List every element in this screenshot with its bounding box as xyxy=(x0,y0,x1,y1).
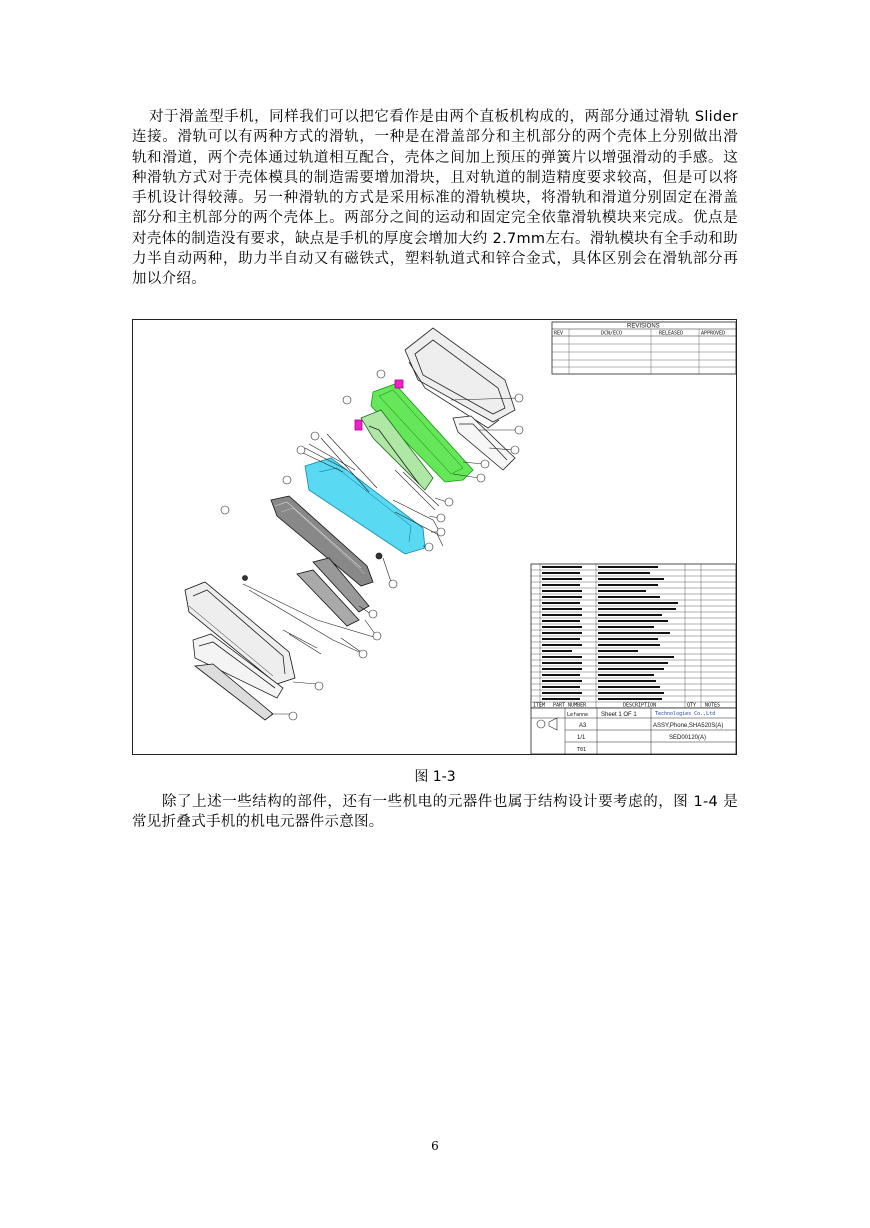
page-number: 6 xyxy=(431,1139,439,1153)
bill-of-materials-table xyxy=(531,564,736,709)
bom-desc-header: DESCRIPTION xyxy=(623,702,657,709)
revision-label: T01 xyxy=(577,747,587,753)
title-block xyxy=(531,708,736,754)
figure-caption: 图 1-3 xyxy=(414,769,456,785)
dcn-header: DCN/ECO xyxy=(601,330,623,337)
released-header: RELEASED xyxy=(659,330,684,337)
drawing-number-label: SED00120(A) xyxy=(669,735,707,741)
material-label: Lefanne xyxy=(567,712,589,718)
revisions-title: REVISIONS xyxy=(627,323,660,330)
body-paragraph-components: 除了上述一些结构的部件，还有一些机电的元器件也属于结构设计要考虑的，图 1-4 是常见折叠式手机的机电元器件示意图。 xyxy=(132,794,738,831)
part-name-label: ASSY,Phone,SHA520S(A) xyxy=(653,723,724,729)
rev-header: REV xyxy=(554,330,564,337)
revisions-table xyxy=(552,322,736,374)
size-label: A3 xyxy=(579,723,587,729)
company-label: Technologies Co.,Ltd xyxy=(655,711,716,717)
exploded-assembly-svg xyxy=(133,320,737,755)
exploded-view-drawing xyxy=(132,319,737,755)
sheet-label: Sheet 1 OF 1 xyxy=(601,712,637,718)
bom-item-header: ITEM xyxy=(533,702,546,709)
approved-header: APPROVED xyxy=(701,330,726,337)
bom-part-header: PART NUMBER xyxy=(553,702,587,709)
parts-group xyxy=(185,328,515,720)
bom-notes-header: NOTES xyxy=(705,702,721,709)
bom-qty-header: QTY xyxy=(687,702,697,709)
scale-label: 1/1 xyxy=(577,735,586,741)
body-paragraph-slider: 对于滑盖型手机，同样我们可以把它看作是由两个直板机构成的，两部分通过滑轨 Slider 连接。滑轨可以有两种方式的滑轨，一种是在滑盖部分和主机部分的两个壳体上分别做出滑轨和滑道，两个壳体通过轨道相互配合，壳体之间加上预压的弹簧片以增强滑动的手感。这种滑轨方式对于壳体模具的制造需要增加滑块，且对轨道的制造精度要求较高，但是可以将手机设计得较薄。另一种滑轨的方式是采用标准的滑轨模块，将滑轨和滑道分别固定在滑盖部分和主机部分的两个壳体上。两部分之间的运动和固定完全依靠滑轨模块来完成。优点是对壳体的制造没有要求，缺点是手机的厚度会增加大约 2.7mm左右。滑轨模块有全手动和助力半自动两种，助力半自动又有磁铁式，塑料轨道式和锌合金式，具体区别会在滑轨部分再加以介绍。 xyxy=(132,109,738,288)
